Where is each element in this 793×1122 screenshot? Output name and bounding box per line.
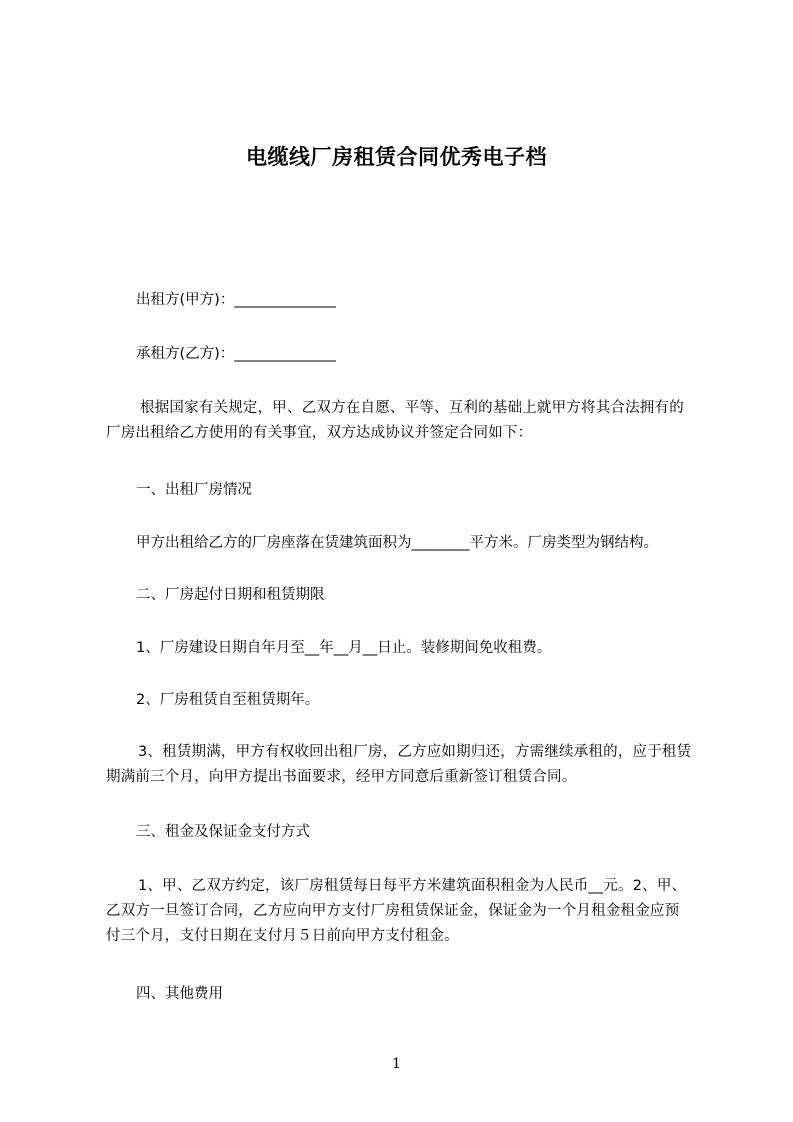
page-number: 1 xyxy=(392,1056,401,1072)
section-2-item-2: 2、厂房租赁自至租赁期年。 xyxy=(136,692,320,708)
section-2-item-3: 3、租赁期满，甲方有权收回出租厂房，乙方应如期归还，方需继续承租的，应于租赁期满前三个月，向甲方提出书面要求，经甲方同意后重新签订租赁合同。 xyxy=(106,744,692,785)
section-3-heading: 三、租金及保证金支付方式 xyxy=(136,824,310,840)
document-title: 电缆线厂房租赁合同优秀电子档 xyxy=(246,145,547,169)
section-1-text: 甲方出租给乙方的厂房座落在赁建筑面积为________平方米。厂房类型为钢结构。 xyxy=(136,535,658,551)
lessee-line: 承租方(乙方)：______________ xyxy=(136,346,336,362)
section-1-heading: 一、出租厂房情况 xyxy=(136,482,252,498)
section-4-heading: 四、其他费用 xyxy=(136,986,223,1002)
lessor-line: 出租方(甲方)：______________ xyxy=(136,292,336,308)
section-3-text: 1、甲、乙双方约定，该厂房租赁每日每平方米建筑面积租金为人民币__元。2、甲、乙双方一旦签订合同，乙方应向甲方支付厂房租赁保证金，保证金为一个月租金租金应预付三个月，支付日期在支付月５日前向甲方支付租金。 xyxy=(106,878,687,944)
intro-paragraph: 根据国家有关规定，甲、乙双方在自愿、平等、互利的基础上就甲方将其合法拥有的厂房出租给乙方使用的有关事宜，双方达成协议并签定合同如下： xyxy=(106,400,684,441)
section-2-heading: 二、厂房起付日期和租赁期限 xyxy=(136,587,325,603)
section-2-item-1: 1、厂房建设日期自年月至__年__月__日止。装修期间免收租费。 xyxy=(136,640,552,656)
